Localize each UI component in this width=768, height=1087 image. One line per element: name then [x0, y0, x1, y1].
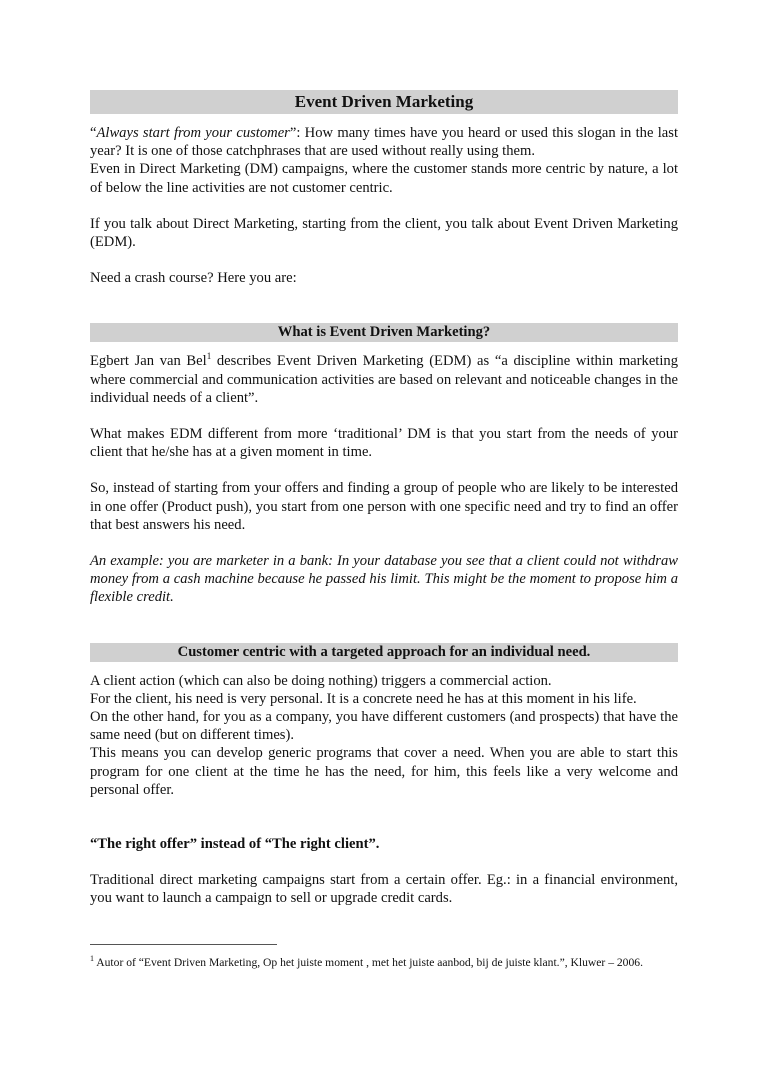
document-page [90, 90, 678, 971]
intro-paragraph-2: If you talk about Direct Marketing, starting from the client, you talk about Event Driven Marketing (EDM). [90, 215, 678, 251]
slogan-quote: Always start from your customer [96, 125, 290, 141]
section1-paragraph-1: Egbert Jan van Bel$^1$ describes Event Driven Marketing (EDM) as “a discipline within marketing where commercial and communication activities are based on relevant and noticeable changes in the individual needs of a client”. [90, 351, 679, 406]
section-heading-what-is-edm: What is Event Driven Marketing? [90, 323, 678, 342]
section2-line-4: This means you can develop generic programs that cover a need. When you are able to start this program for one client at the time he has the need, for him, this feels like a very welcome and personal offer. [90, 745, 678, 798]
intro-paragraph-3: Need a crash course? Here you are: [90, 270, 297, 287]
section2-line-1: A client action (which can also be doing nothing) triggers a commercial action. [90, 672, 552, 689]
footnote: $^1$ Autor of “Event Driven Marketing, Op het juiste moment , met het juiste aanbod, bij de juiste klant.”, Kluwer – 2006. [90, 953, 643, 969]
footnote-reference: 1 [206, 351, 212, 362]
section1-paragraph-3: So, instead of starting from your offers and finding a group of people who are likely to be interested in one offer (Product push), you start from one person with one specific need and try to find an offer that best answers his need. [90, 480, 678, 533]
section-heading-customer-centric: Customer centric with a targeted approach for an individual need. [90, 643, 678, 662]
section-heading-right-offer: “The right offer” instead of “The right client”. [90, 836, 380, 853]
section3-paragraph-1: Traditional direct marketing campaigns start from a certain offer. Eg.: in a financial environment, you want to launch a campaign to sell or upgrade credit cards. [90, 872, 678, 907]
section2-line-3: On the other hand, for you as a company, you have different customers (and prospects) that have the same need (but on different times). [90, 709, 678, 744]
document-title: Event Driven Marketing [90, 90, 678, 114]
intro-paragraph-1: “Always start from your customer”: How many times have you heard or used this slogan in the last year? It is one of those catchphrases that are used without really using them. [90, 125, 679, 160]
intro-paragraph-1b: Even in Direct Marketing (DM) campaigns, where the customer stands more centric by nature, a lot of below the line activities are not customer centric. [90, 161, 678, 196]
section1-paragraph-2: What makes EDM different from more ‘traditional’ DM is that you start from the needs of your client that he/she has at a given moment in time. [90, 426, 678, 461]
section1-example: An example: you are marketer in a bank: In your database you see that a client could not withdraw money from a cash machine because he passed his limit. This might be the moment to propose him a flexible credit. [90, 553, 678, 606]
section2-line-2: For the client, his need is very personal. It is a concrete need he has at this moment in his life. [90, 690, 637, 707]
